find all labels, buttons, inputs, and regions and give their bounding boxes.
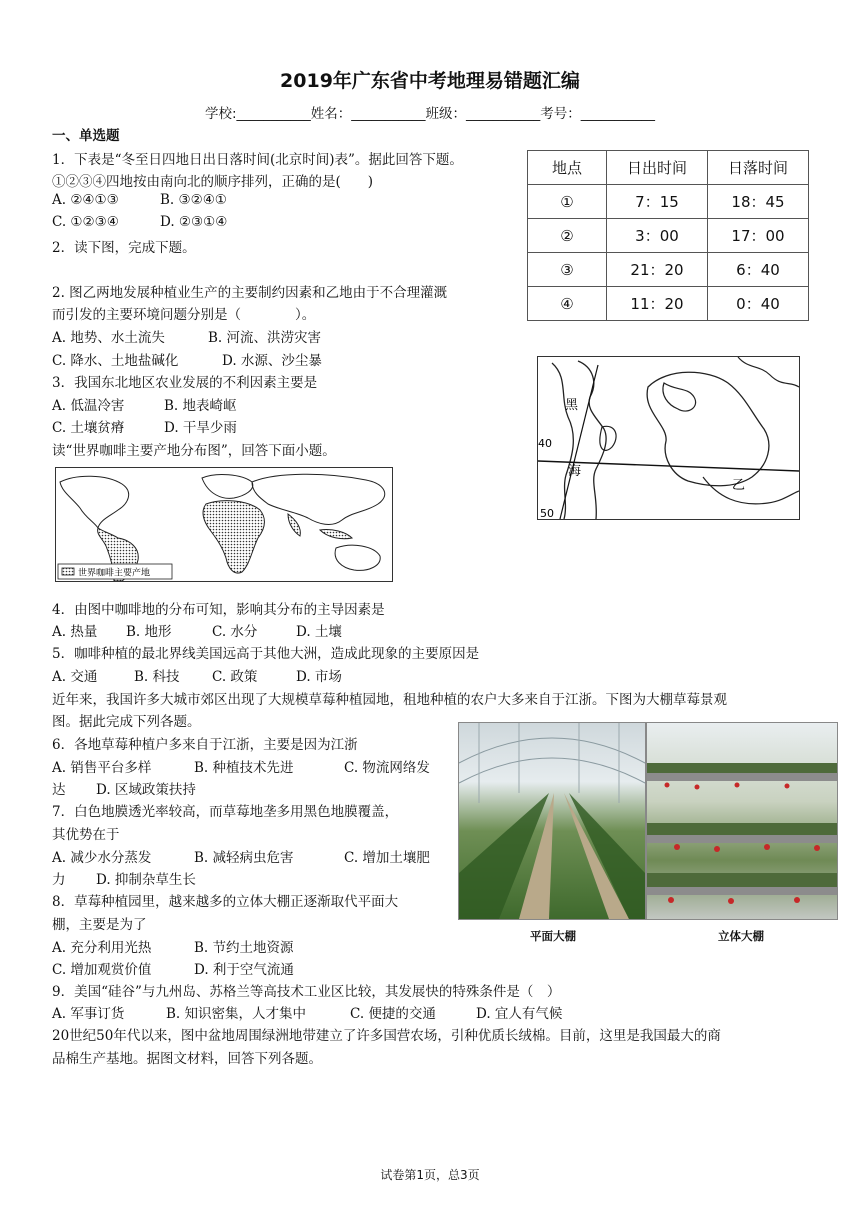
table-cell: 21：20: [607, 253, 708, 287]
q3-stem: 3．我国东北地区农业发展的不利因素主要是: [52, 375, 318, 391]
table-cell: 0：40: [708, 287, 809, 321]
cotton-intro-cont: 品棉生产基地。据图文材料，回答下列各题。: [52, 1051, 322, 1067]
q7-option-c-cont: 力: [52, 872, 66, 888]
strawberry-intro-cont: 图。据此完成下列各题。: [52, 714, 201, 730]
table-cell: ①: [528, 185, 607, 219]
table-row: [528, 287, 809, 321]
q4-option-b: B. 地形: [126, 624, 172, 640]
stereo-greenhouse-drawing: [647, 723, 837, 919]
table-cell: ③: [528, 253, 607, 287]
table-header-row: [528, 151, 809, 185]
q8-option-c: C. 增加观赏价值: [52, 962, 152, 978]
q1-option-d: D. ②③①④: [160, 214, 228, 230]
q2-stem-cont: 而引发的主要环境问题分别是（ ）。: [52, 307, 316, 323]
coffee-map-drawing: [56, 468, 392, 581]
q7-option-c: C. 增加土壤肥: [344, 850, 430, 866]
q8-stem: 8．草莓种植园里，越来越多的立体大棚正逐渐取代平面大: [52, 894, 399, 910]
q5-option-d: D. 市场: [296, 669, 342, 685]
q1-question: ①②③④四地按由南向北的顺序排列，正确的是( ): [52, 174, 374, 190]
table-header-cell: 地点: [528, 151, 607, 185]
q4-option-a: A. 热量: [52, 624, 98, 640]
q8-option-a: A. 充分利用光热: [52, 940, 152, 956]
q9-stem: 9．美国“硅谷”与九州岛、苏格兰等高技术工业区比较，其发展快的特殊条件是（ ）: [52, 984, 561, 1000]
table-cell: 3：00: [607, 219, 708, 253]
map-label-hai: 海: [568, 464, 582, 479]
q8-option-b: B. 节约土地资源: [194, 940, 294, 956]
q4-option-d: D. 土壤: [296, 624, 342, 640]
region-map: [537, 356, 800, 520]
q8-option-d: D. 利于空气流通: [194, 962, 294, 978]
q5-option-b: B. 科技: [134, 669, 180, 685]
page-footer: 试卷第1页，总3页: [380, 1168, 480, 1182]
table-cell: 6：40: [708, 253, 809, 287]
q3-option-a: A. 低温冷害: [52, 398, 125, 414]
flat-greenhouse-photo: [458, 722, 646, 920]
q9-option-d: D. 宜人有气候: [476, 1006, 563, 1022]
table-header-cell: 日落时间: [708, 151, 809, 185]
table-cell: ④: [528, 287, 607, 321]
stereo-greenhouse-photo: [646, 722, 838, 920]
q2-intro: 2．读下图，完成下题。: [52, 240, 196, 256]
q6-option-a: A. 销售平台多样: [52, 760, 152, 776]
q7-option-a: A. 减少水分蒸发: [52, 850, 152, 866]
table-cell: 18：45: [708, 185, 809, 219]
q6-option-b: B. 种植技术先进: [194, 760, 294, 776]
map-label-lat50: 50: [540, 507, 554, 519]
q7-stem-cont: 其优势在于: [52, 827, 120, 843]
q7-stem: 7．白色地膜透光率较高，而草莓地垄多用黑色地膜覆盖，: [52, 804, 399, 820]
q6-option-c-cont: 达: [52, 782, 66, 798]
q2-option-d: D. 水源、沙尘暴: [222, 353, 322, 369]
q3-option-d: D. 干旱少雨: [164, 420, 237, 436]
q2-option-b: B. 河流、洪涝灾害: [208, 330, 322, 346]
paper-title: 2019年广东省中考地理易错题汇编: [280, 70, 580, 92]
q3-option-b: B. 地表崎岖: [164, 398, 237, 414]
q4-stem: 4．由图中咖啡地的分布可知，影响其分布的主导因素是: [52, 602, 385, 618]
q5-option-c: C. 政策: [212, 669, 258, 685]
table-row: [528, 253, 809, 287]
q8-stem-cont: 棚，主要是为了: [52, 917, 147, 933]
q6-option-c: C. 物流网络发: [344, 760, 430, 776]
map-label-lat40: 40: [538, 437, 552, 450]
stereo-greenhouse-caption: 立体大棚: [718, 929, 764, 943]
cotton-intro: 20世纪50年代以来，图中盆地周围绿洲地带建立了许多国营农场，引种优质长绒棉。目前，这里是我国最大的商: [52, 1028, 721, 1044]
q1-option-a: A. ②④①③: [52, 192, 119, 208]
coffee-intro: 读“世界咖啡主要产地分布图”，回答下面小题。: [52, 443, 336, 459]
map-label-yi: 乙: [732, 478, 746, 493]
q6-option-d: D. 区域政策扶持: [96, 782, 196, 798]
legend-swatch: [62, 568, 74, 575]
q2-option-c: C. 降水、土地盐碱化: [52, 353, 179, 369]
q4-option-c: C. 水分: [212, 624, 258, 640]
q9-option-b: B. 知识密集，人才集中: [166, 1006, 307, 1022]
q2-stem: 2. 图乙两地发展种植业生产的主要制约因素和乙地由于不合理灌溉: [52, 285, 448, 301]
table-row: [528, 219, 809, 253]
table-cell: 11：20: [607, 287, 708, 321]
flat-greenhouse-caption: 平面大棚: [530, 929, 576, 943]
q6-stem: 6．各地草莓种植户多来自于江浙，主要是因为江浙: [52, 737, 358, 753]
coffee-world-map: [55, 467, 393, 582]
q7-option-d: D. 抑制杂草生长: [96, 872, 196, 888]
flat-greenhouse-drawing: [459, 723, 645, 919]
q1-option-c: C. ①②③④: [52, 214, 119, 230]
q9-option-a: A. 军事订货: [52, 1006, 125, 1022]
region-map-drawing: [538, 357, 799, 519]
q5-stem: 5．咖啡种植的最北界线美国远高于其他大洲，造成此现象的主要原因是: [52, 646, 480, 662]
table-cell: 17：00: [708, 219, 809, 253]
q5-option-a: A. 交通: [52, 669, 98, 685]
q2-option-a: A. 地势、水土流失: [52, 330, 165, 346]
table-cell: 7：15: [607, 185, 708, 219]
strawberry-intro: 近年来，我国许多大城市郊区出现了大规模草莓种植园地，租地种植的农户大多来自于江浙。下图为大棚草莓景观: [52, 692, 727, 708]
coffee-legend-label: 世界咖啡主要产地: [78, 568, 151, 579]
sunrise-sunset-table: [527, 150, 809, 321]
q1-option-b: B. ③②④①: [160, 192, 227, 208]
table-row: [528, 185, 809, 219]
map-label-hei: 黑: [565, 398, 579, 413]
q3-option-c: C. 土壤贫瘠: [52, 420, 125, 436]
student-info-line: 学校:___________姓名：___________班级：___________考号：___________: [204, 106, 656, 122]
table-cell: ②: [528, 219, 607, 253]
section-heading: 一、单选题: [52, 128, 120, 144]
q9-option-c: C. 便捷的交通: [350, 1006, 436, 1022]
q7-option-b: B. 减轻病虫危害: [194, 850, 294, 866]
table-header-cell: 日出时间: [607, 151, 708, 185]
q1-stem: 1．下表是“冬至日四地日出日落时间(北京时间)表”。据此回答下题。: [52, 152, 463, 168]
